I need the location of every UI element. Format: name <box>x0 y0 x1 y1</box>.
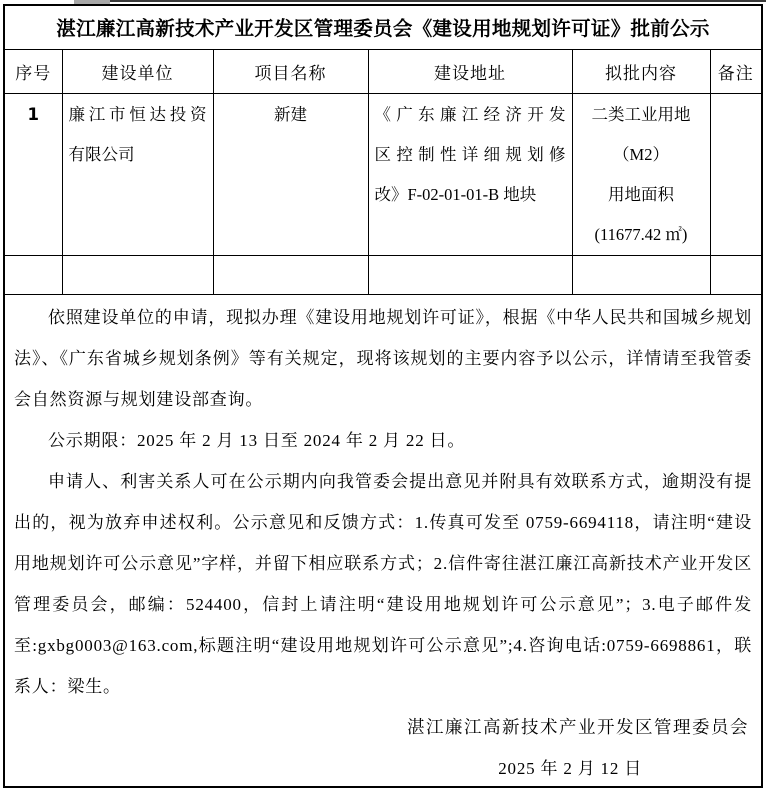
column-header-seq: 序号 <box>5 49 62 93</box>
column-header-address: 建设地址 <box>368 49 572 93</box>
cell-text-line: 用地面积 <box>608 184 674 204</box>
cell-text-line: (11677.42 ㎡) <box>594 224 688 244</box>
address-cell <box>368 93 572 255</box>
column-header-unit: 建设单位 <box>62 49 213 93</box>
empty-cell <box>368 255 572 294</box>
table-row <box>5 93 761 255</box>
cell-text-line: 有限公司 <box>68 144 135 164</box>
cell-text-line: 廉江市恒达投资 <box>68 104 207 124</box>
cell-text-line: 二类工业用地 <box>591 104 691 124</box>
column-header-note: 备注 <box>710 49 761 93</box>
issue-date: 2025 年 2 月 12 日 <box>498 759 642 778</box>
column-header-project: 项目名称 <box>213 49 368 93</box>
empty-cell <box>710 255 761 294</box>
title-row <box>5 6 761 49</box>
empty-table-row <box>5 255 761 294</box>
cell-text-line: （M2） <box>613 144 669 164</box>
paragraph-basis: 依照建设单位的申请，现拟办理《建设用地规划许可证》，根据《中华人民共和国城乡规划法》、《广东省城乡规划条例》等有关规定，现将该规划的主要内容予以公示，详情请至我管委会自然资源与规划建设部查询。 <box>14 308 752 409</box>
paragraph-feedback: 申请人、利害关系人可在公示期内向我管委会提出意见并附具有效联系方式，逾期没有提出的，视为放弃申述权利。公示意见和反馈方式：1.传真可发至 0759-6694118，请注明“建设用地规划许可公示意见”字样，并留下相应联系方式；2.信件寄往湛江廉江高新技术产业开发区管理委员会，邮编：524400，信封上请注明“建设用地规划许可公示意见”；3.电子邮件发至:gxbg0003@163.com,标题注明“建设用地规划许可公示意见”;4.咨询电话:0759-6698861，联系人：梁生。 <box>14 472 752 696</box>
approval-cell <box>572 93 710 255</box>
notice-body <box>5 294 761 790</box>
empty-cell <box>213 255 368 294</box>
screenshot-edge-artifact <box>98 0 766 2</box>
cell-text-line: 区控制性详细规划修 <box>374 144 566 164</box>
column-header-approval: 拟批内容 <box>572 49 710 93</box>
notice-title: 湛江廉江高新技术产业开发区管理委员会《建设用地规划许可证》批前公示 <box>5 6 761 49</box>
cell-text-line: 改》F-02-01-01-B 地块 <box>374 184 537 204</box>
notice-table <box>5 6 761 294</box>
note-cell <box>710 93 761 255</box>
unit-cell <box>62 93 213 255</box>
empty-cell <box>62 255 213 294</box>
project-cell: 新建 <box>213 93 368 255</box>
empty-cell <box>5 255 62 294</box>
notice-document <box>3 4 763 788</box>
table-header-row <box>5 49 761 93</box>
cell-text-line: 《广东廉江经济开发 <box>374 104 566 124</box>
signature-authority: 湛江廉江高新技术产业开发区管理委员会 <box>407 717 749 737</box>
paragraph-period: 公示期限：2025 年 2 月 13 日至 2024 年 2 月 22 日。 <box>48 431 466 450</box>
seq-cell: 1 <box>5 93 62 255</box>
empty-cell <box>572 255 710 294</box>
